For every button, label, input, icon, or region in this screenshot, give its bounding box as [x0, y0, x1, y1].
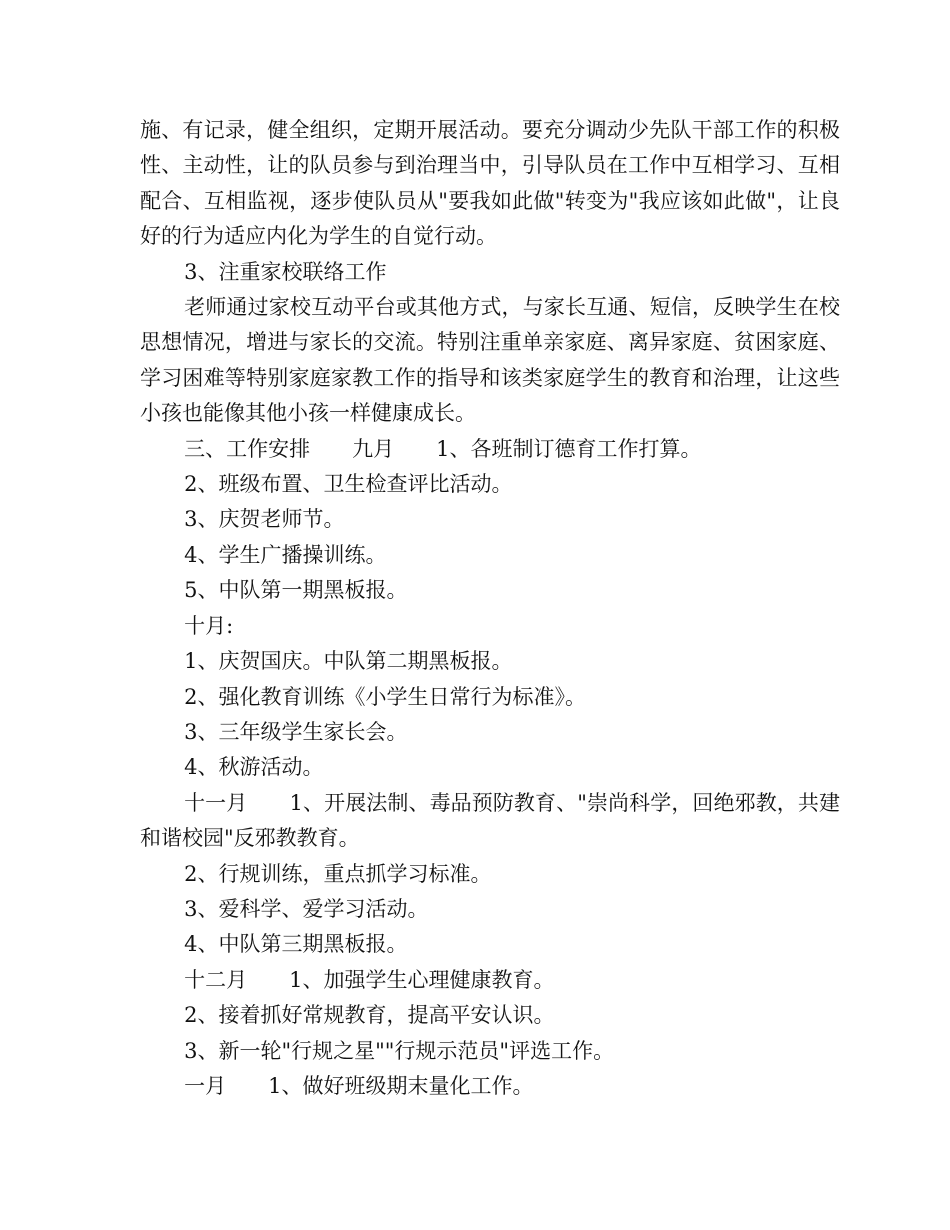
list-item: 2、强化教育训练《小学生日常行为标准》。	[184, 684, 586, 709]
heading-december: 十二月 1、加强学生心理健康教育。	[184, 967, 555, 992]
list-item: 4、中队第三期黑板报。	[184, 932, 408, 957]
heading-november: 十一月 1、开展法制、毒品预防教育、"崇尚科学，回绝邪教，共建和谐校园"反邪教教育。	[140, 790, 840, 851]
heading-january: 一月 1、做好班级期末量化工作。	[184, 1073, 534, 1098]
heading-work-schedule-september: 三、工作安排 九月 1、各班制订德育工作打算。	[184, 436, 702, 461]
list-item: 5、中队第一期黑板报。	[184, 578, 408, 603]
list-item: 2、行规训练，重点抓学习标准。	[184, 861, 492, 886]
heading-home-school-contact: 3、注重家校联络工作	[184, 259, 387, 284]
paragraph-organization: 施、有记录，健全组织，定期开展活动。要充分调动少先队干部工作的积极性、主动性，让的队员参与到治理当中，引导队员在工作中互相学习、互相配合、互相监视，逐步使队员从"要我如此做"转变为"我应该如此做"，让良好的行为适应内化为学生的自觉行动。	[140, 118, 840, 249]
list-item: 3、新一轮"行规之星""行规示范员"评选工作。	[184, 1038, 615, 1063]
list-item: 3、爱科学、爱学习活动。	[184, 896, 429, 921]
heading-october: 十月:	[184, 613, 234, 638]
list-item: 4、秋游活动。	[184, 755, 324, 780]
list-item: 2、接着抓好常规教育，提高平安认识。	[184, 1003, 555, 1028]
list-item: 3、三年级学生家长会。	[184, 719, 408, 744]
document-body	[140, 113, 840, 1104]
list-item: 4、学生广播操训练。	[184, 542, 387, 567]
list-item: 1、庆贺国庆。中队第二期黑板报。	[184, 649, 513, 674]
list-item: 3、庆贺老师节。	[184, 507, 345, 532]
list-item: 2、班级布置、卫生检查评比活动。	[184, 472, 513, 497]
paragraph-home-school: 老师通过家校互动平台或其他方式，与家长互通、短信，反映学生在校思想情况，增进与家长的交流。特别注重单亲家庭、离异家庭、贫困家庭、学习困难等特别家庭家教工作的指导和该类家庭学生的教育和治理，让这些小孩也能像其他小孩一样健康成长。	[140, 295, 840, 426]
